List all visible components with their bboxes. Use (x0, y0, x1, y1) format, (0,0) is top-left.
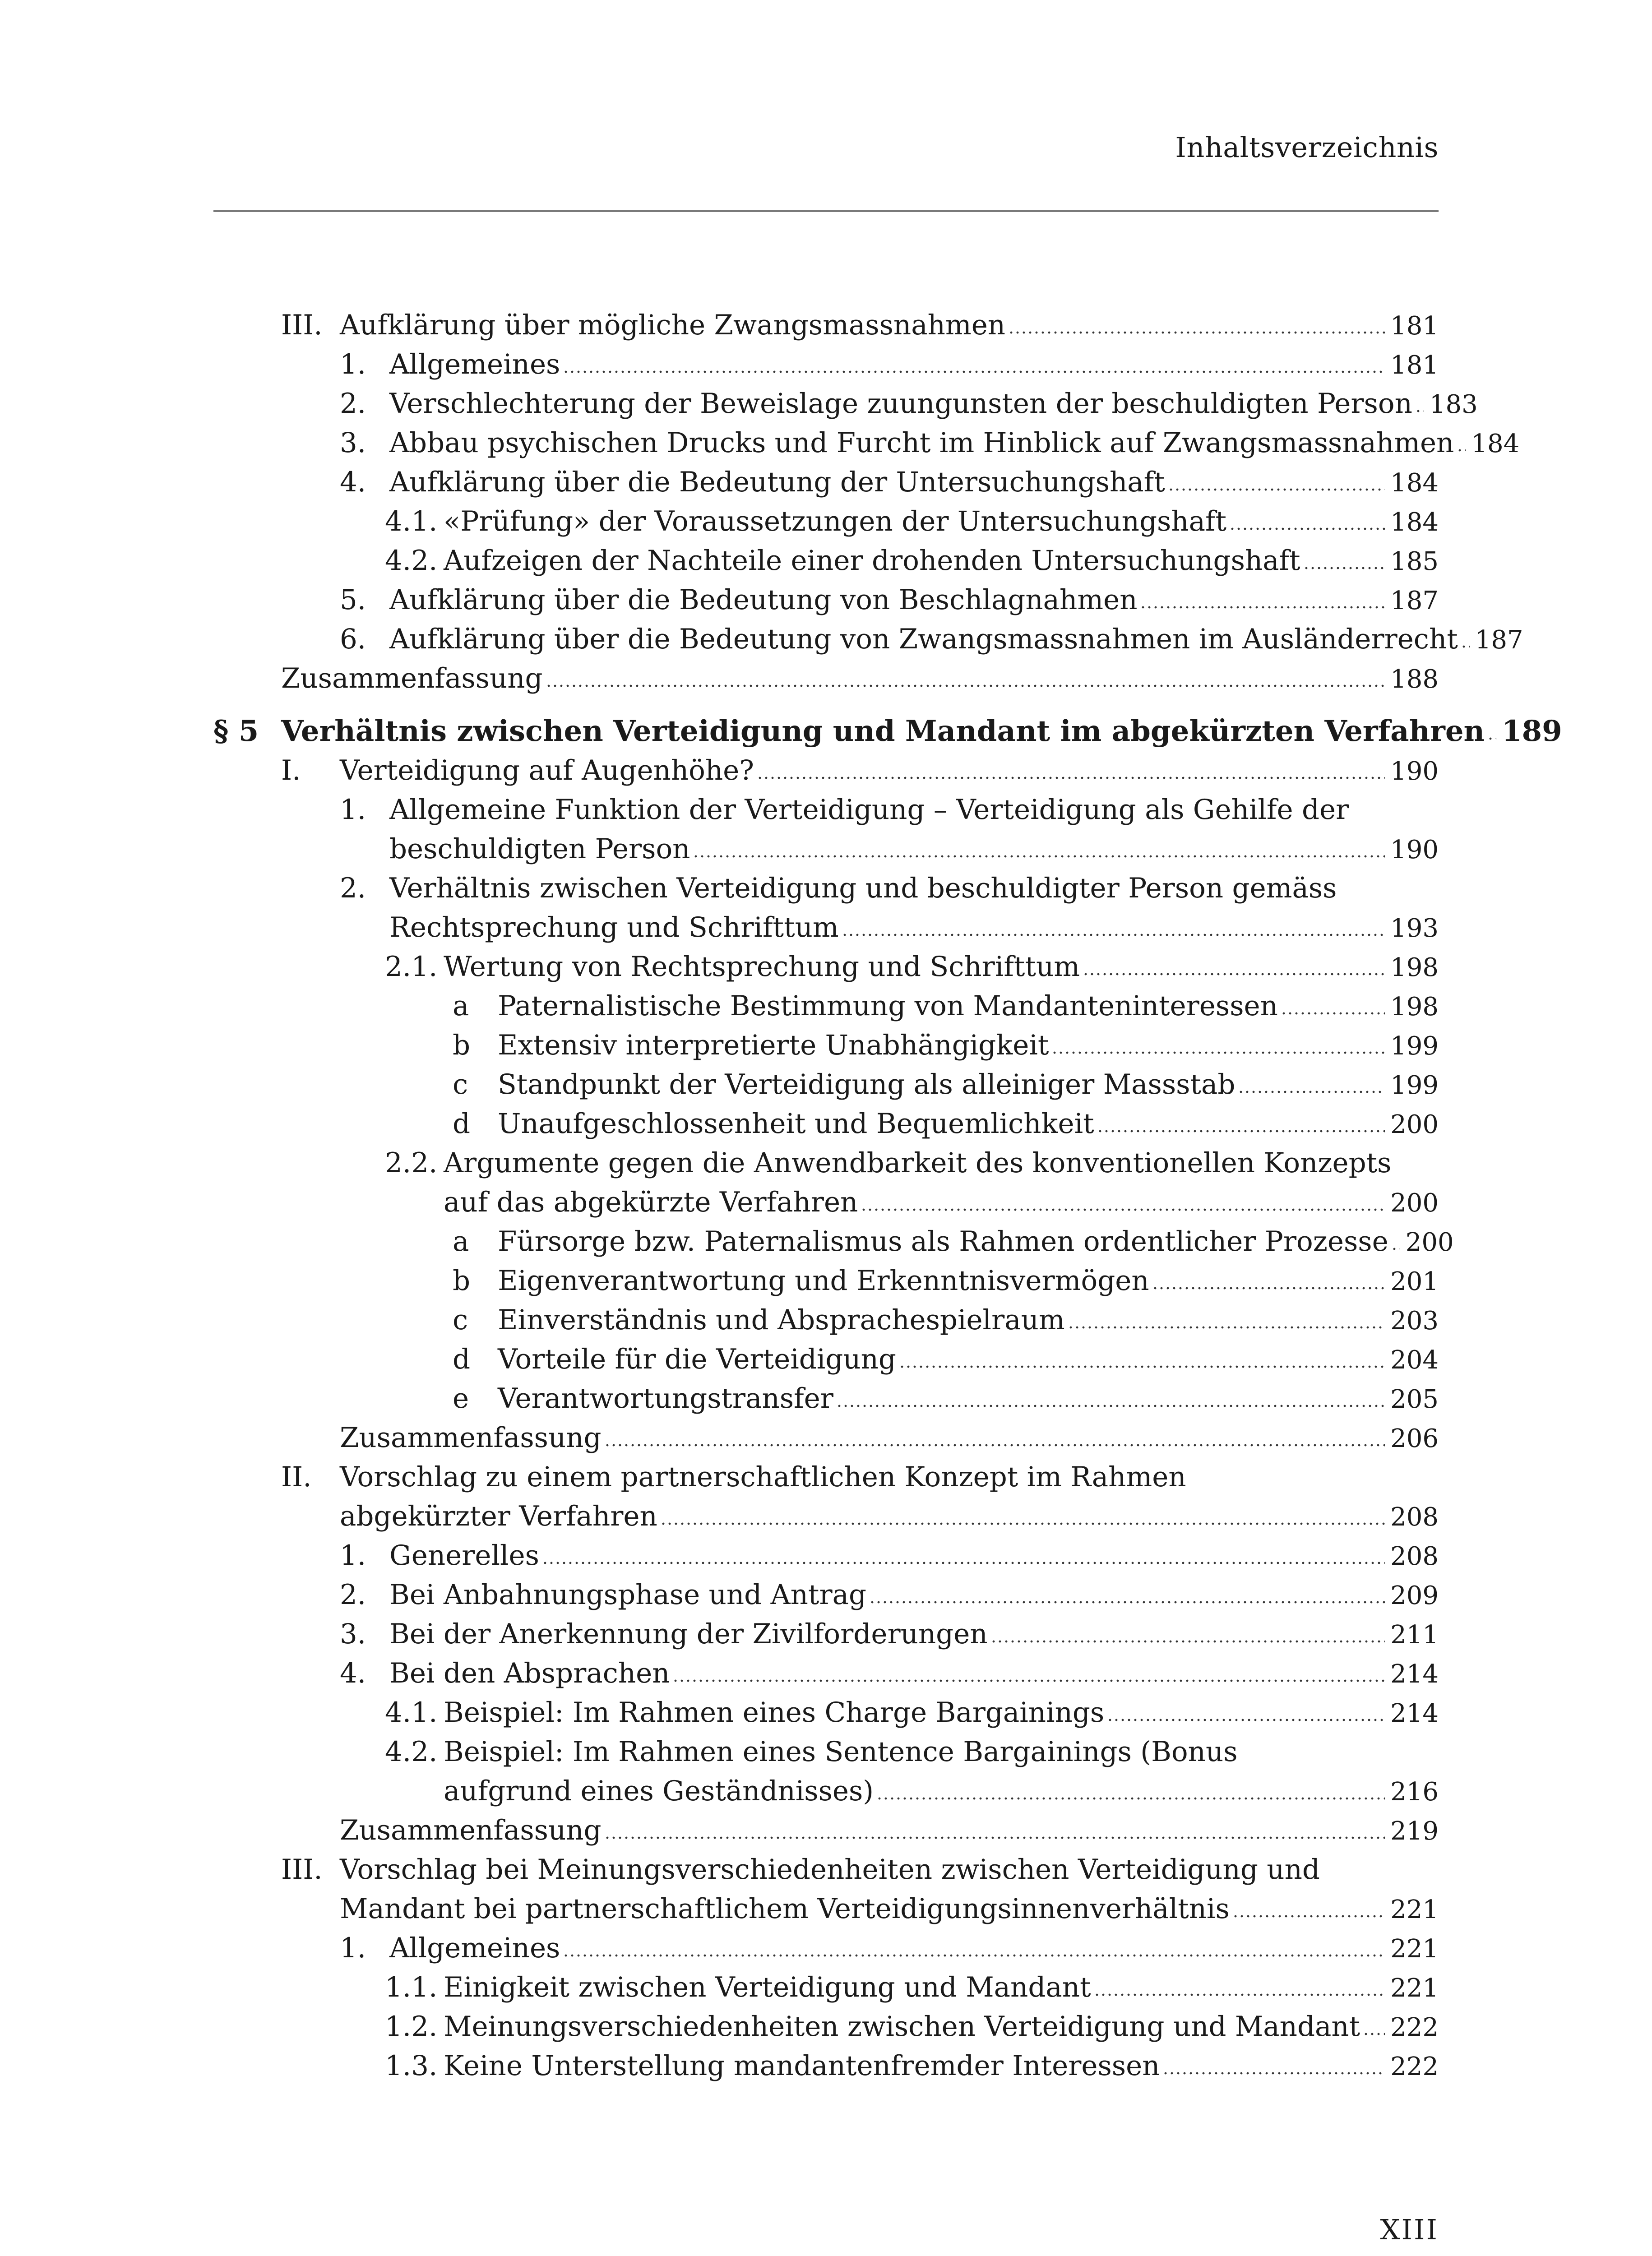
toc-entry-title: Verteidigung auf Augenhöhe? (340, 754, 754, 786)
toc-entry-page: 187 (1390, 586, 1439, 615)
toc-entry-number: c (453, 1304, 468, 1336)
toc-entry-page: 201 (1390, 1267, 1439, 1296)
toc-entry (213, 619, 1523, 659)
toc-entry-number: 1. (340, 794, 366, 826)
dot-leader (1162, 2070, 1385, 2076)
toc-entry-number: 4.1. (385, 505, 438, 537)
table-of-contents (213, 305, 1562, 2085)
dot-leader (1238, 1089, 1385, 1095)
toc-entry-title: Bei den Absprachen (389, 1657, 670, 1689)
toc-entry (213, 580, 1439, 619)
toc-entry-number: 4. (340, 466, 366, 498)
toc-entry-title: Wertung von Rechtsprechung und Schrifttum (444, 951, 1080, 983)
toc-entry-number: a (453, 1225, 469, 1257)
toc-entry-title: Fürsorge bzw. Paternalismus als Rahmen ordentlicher Prozesse (498, 1225, 1388, 1257)
dot-leader (1457, 447, 1466, 453)
dot-leader (1232, 1913, 1385, 1919)
toc-entry-number: d (453, 1108, 471, 1140)
toc-entry (213, 1497, 1439, 1536)
toc-entry-title: Mandant bei partnerschaftlichem Verteidigungsinnenverhältnis (340, 1893, 1230, 1925)
toc-entry-page: 189 (1502, 714, 1562, 748)
dot-leader (876, 1795, 1385, 1802)
toc-entry-number: 2.1. (385, 951, 438, 983)
dot-leader (1097, 1128, 1385, 1134)
toc-entry (213, 1104, 1439, 1143)
toc-entry-title: Vorteile für die Verteidigung (498, 1343, 896, 1375)
toc-entry (213, 502, 1439, 541)
toc-entry-page: 184 (1471, 429, 1520, 458)
toc-entry (213, 1575, 1439, 1614)
dot-leader (1415, 408, 1424, 414)
toc-entry-number: II. (281, 1461, 312, 1493)
dot-leader (1363, 2031, 1385, 2037)
toc-entry (213, 345, 1439, 384)
toc-entry-page: 181 (1390, 351, 1439, 380)
toc-entry-page: 219 (1390, 1817, 1439, 1846)
toc-entry-title: Unaufgeschlossenheit und Bequemlichkeit (498, 1108, 1094, 1140)
toc-entry (213, 1811, 1439, 1850)
toc-entry-page: 200 (1390, 1188, 1439, 1218)
dot-leader (899, 1364, 1385, 1370)
toc-entry-page: 216 (1390, 1777, 1439, 1807)
toc-entry-title: Argumente gegen die Anwendbarkeit des konventionellen Konzepts (444, 1147, 1392, 1179)
toc-entry-page: 208 (1390, 1502, 1439, 1532)
toc-entry (213, 947, 1439, 986)
toc-entry-title: Aufklärung über mögliche Zwangsmassnahmen (340, 309, 1006, 341)
toc-entry-page: 183 (1429, 390, 1478, 419)
toc-entry (213, 305, 1439, 345)
toc-entry (213, 1418, 1439, 1457)
toc-entry (213, 2007, 1439, 2046)
toc-entry-title: Aufklärung über die Bedeutung von Zwangsmassnahmen im Ausländerrecht (389, 623, 1458, 655)
toc-entry-number: § 5 (213, 714, 259, 748)
dot-leader (546, 683, 1385, 689)
toc-entry-page: 203 (1390, 1306, 1439, 1336)
toc-entry-title: Aufklärung über die Bedeutung von Beschlagnahmen (389, 584, 1138, 616)
toc-entry (213, 1850, 1439, 1889)
toc-entry-title: Allgemeines (389, 348, 560, 380)
toc-entry (213, 869, 1439, 908)
dot-leader (869, 1599, 1385, 1605)
toc-entry-title: Meinungsverschiedenheiten zwischen Verteidigung und Mandant (444, 2011, 1360, 2043)
toc-entry-number: 2. (340, 388, 366, 420)
toc-entry-page: 190 (1390, 757, 1439, 786)
dot-leader (672, 1678, 1385, 1684)
toc-entry-title: Verhältnis zwischen Verteidigung und beschuldigter Person gemäss (389, 872, 1337, 904)
toc-entry-title: Vorschlag zu einem partnerschaftlichen Konzept im Rahmen (340, 1461, 1186, 1493)
dot-leader (1303, 565, 1385, 571)
toc-entry-number: 4.1. (385, 1697, 438, 1729)
toc-entry-page: 214 (1390, 1699, 1439, 1728)
toc-entry (213, 1457, 1439, 1497)
toc-entry-number: 1.3. (385, 2050, 438, 2082)
toc-entry-number: 2. (340, 872, 366, 904)
toc-entry-number: e (453, 1382, 469, 1415)
toc-entry-number: 4. (340, 1657, 366, 1689)
toc-entry-title: Beispiel: Im Rahmen eines Charge Bargainings (444, 1697, 1105, 1729)
toc-entry-number: 1. (340, 1539, 366, 1572)
toc-entry-title: aufgrund eines Geständnisses) (444, 1775, 874, 1807)
toc-entry-page: 187 (1475, 625, 1523, 655)
toc-entry (213, 659, 1439, 698)
toc-entry-title: Allgemeines (389, 1932, 560, 1964)
dot-leader (1281, 1010, 1385, 1017)
toc-entry (213, 1771, 1439, 1811)
dot-leader (1229, 526, 1385, 532)
toc-entry-number: 2. (340, 1579, 366, 1611)
dot-leader (1152, 1285, 1385, 1291)
toc-entry-number: 5. (340, 584, 366, 616)
dot-leader (836, 1403, 1385, 1409)
toc-entry-title: Verantwortungstransfer (498, 1382, 833, 1415)
toc-entry-number: 1. (340, 348, 366, 380)
dot-leader (861, 1207, 1385, 1213)
toc-entry (213, 462, 1439, 502)
toc-entry (213, 1222, 1454, 1261)
dot-leader (1168, 486, 1385, 493)
toc-entry-title: Paternalistische Bestimmung von Mandanteninteressen (498, 990, 1278, 1022)
toc-entry (213, 829, 1439, 869)
toc-entry-page: 221 (1390, 1974, 1439, 2003)
toc-entry (213, 1379, 1439, 1418)
toc-entry (213, 1614, 1439, 1654)
toc-entry-title: Eigenverantwortung und Erkenntnisvermögen (498, 1265, 1149, 1297)
toc-entry-number: 3. (340, 1618, 366, 1650)
toc-entry-title: Einverständnis und Absprachespielraum (498, 1304, 1065, 1336)
toc-entry (213, 1693, 1439, 1732)
dot-leader (842, 932, 1385, 938)
toc-entry-page: 188 (1390, 665, 1439, 694)
toc-entry (213, 1732, 1439, 1771)
toc-entry-title: Bei der Anerkennung der Zivilforderungen (389, 1618, 988, 1650)
running-head: Inhaltsverzeichnis (1175, 131, 1439, 164)
toc-entry-title: Aufzeigen der Nachteile einer drohenden Untersuchungshaft (444, 545, 1300, 577)
toc-entry-page: 181 (1390, 311, 1439, 341)
toc-entry (213, 751, 1439, 790)
toc-entry-title: Bei Anbahnungsphase und Antrag (389, 1579, 867, 1611)
toc-entry (213, 1536, 1439, 1575)
toc-entry-title: auf das abgekürzte Verfahren (444, 1186, 858, 1218)
toc-entry-page: 204 (1390, 1345, 1439, 1375)
toc-entry-number: III. (281, 1854, 323, 1886)
toc-entry-page: 221 (1390, 1934, 1439, 1964)
toc-entry-page: 211 (1390, 1620, 1439, 1650)
toc-entry-page: 200 (1390, 1110, 1439, 1139)
toc-entry (213, 1654, 1439, 1693)
dot-leader (563, 369, 1385, 375)
toc-entry-number: 6. (340, 623, 366, 655)
dot-leader (1051, 1049, 1385, 1056)
toc-entry-title: Generelles (389, 1539, 539, 1572)
toc-entry-number: 4.2. (385, 545, 438, 577)
toc-entry (213, 1143, 1439, 1183)
toc-entry-number: III. (281, 309, 323, 341)
toc-entry-title: Beispiel: Im Rahmen eines Sentence Bargainings (Bonus (444, 1736, 1238, 1768)
toc-entry-page: 222 (1390, 2052, 1439, 2081)
toc-entry (213, 790, 1439, 829)
toc-entry-title: Standpunkt der Verteidigung als alleiniger Massstab (498, 1068, 1236, 1100)
dot-leader (542, 1560, 1385, 1566)
toc-entry-page: 222 (1390, 2013, 1439, 2042)
toc-entry-page: 199 (1390, 1071, 1439, 1100)
toc-entry-page: 205 (1390, 1385, 1439, 1414)
toc-entry-page: 208 (1390, 1542, 1439, 1571)
toc-entry-title: Allgemeine Funktion der Verteidigung – Verteidigung als Gehilfe der (389, 794, 1349, 826)
toc-entry-page: 185 (1390, 547, 1439, 576)
toc-entry-title: Rechtsprechung und Schrifttum (389, 911, 839, 943)
dot-leader (604, 1835, 1385, 1841)
toc-entry (213, 1300, 1439, 1340)
dot-leader (1487, 735, 1496, 742)
toc-entry-title: «Prüfung» der Voraussetzungen der Untersuchungshaft (444, 505, 1227, 537)
toc-entry-title: Vorschlag bei Meinungsverschiedenheiten zwischen Verteidigung und (340, 1854, 1320, 1886)
toc-entry-number: b (453, 1029, 471, 1061)
toc-entry-page: 198 (1390, 953, 1439, 982)
header-rule (213, 210, 1439, 212)
toc-entry-number: 1. (340, 1932, 366, 1964)
toc-entry-page: 193 (1390, 914, 1439, 943)
toc-entry (213, 1968, 1439, 2007)
toc-entry-page: 184 (1390, 468, 1439, 498)
toc-entry (213, 1928, 1439, 1968)
toc-entry (213, 986, 1439, 1026)
dot-leader (1008, 329, 1385, 336)
toc-entry-title: Abbau psychischen Drucks und Furcht im Hinblick auf Zwangsmassnahmen (389, 427, 1454, 459)
toc-entry-number: 4.2. (385, 1736, 438, 1768)
toc-entry (213, 1183, 1439, 1222)
toc-entry-title: Einigkeit zwischen Verteidigung und Mandant (444, 1971, 1091, 2003)
toc-entry-title: beschuldigten Person (389, 833, 690, 865)
toc-entry-page: 198 (1390, 992, 1439, 1022)
toc-entry-title: Verschlechterung der Beweislage zuungunsten der beschuldigten Person (389, 388, 1412, 420)
dot-leader (1107, 1717, 1385, 1723)
toc-entry-number: 2.2. (385, 1147, 438, 1179)
toc-entry (213, 1065, 1439, 1104)
toc-entry-number: c (453, 1068, 468, 1100)
toc-entry-title: Zusammenfassung (340, 1422, 602, 1454)
toc-entry-page: 199 (1390, 1031, 1439, 1061)
dot-leader (1094, 1992, 1385, 1998)
toc-entry (213, 1340, 1439, 1379)
toc-entry-number: I. (281, 754, 301, 786)
toc-entry-number: a (453, 990, 469, 1022)
toc-entry-page: 184 (1390, 508, 1439, 537)
toc-entry (213, 908, 1439, 947)
toc-entry-page: 214 (1390, 1660, 1439, 1689)
toc-entry-page: 190 (1390, 835, 1439, 864)
toc-entry (213, 1889, 1439, 1928)
dot-leader (1391, 1246, 1400, 1252)
toc-entry-number: 3. (340, 427, 366, 459)
toc-entry-number: 1.1. (385, 1971, 438, 2003)
dot-leader (1083, 971, 1385, 977)
dot-leader (1461, 643, 1470, 650)
dot-leader (1068, 1324, 1385, 1331)
toc-entry (213, 1026, 1439, 1065)
toc-entry-page: 209 (1390, 1581, 1439, 1610)
toc-entry-page: 206 (1390, 1424, 1439, 1453)
toc-entry (213, 712, 1562, 751)
dot-leader (563, 1952, 1385, 1959)
dot-leader (693, 853, 1385, 860)
toc-entry-number: d (453, 1343, 471, 1375)
toc-entry-page: 200 (1405, 1228, 1454, 1257)
toc-entry-title: Verhältnis zwischen Verteidigung und Mandant im abgekürzten Verfahren (281, 714, 1485, 748)
toc-entry (213, 423, 1520, 462)
toc-entry-title: abgekürzter Verfahren (340, 1500, 657, 1532)
toc-entry-number: b (453, 1265, 471, 1297)
toc-entry (213, 2046, 1439, 2085)
dot-leader (1140, 604, 1385, 610)
toc-entry (213, 384, 1478, 423)
dot-leader (757, 775, 1385, 781)
toc-entry-page: 221 (1390, 1895, 1439, 1924)
dot-leader (990, 1638, 1385, 1645)
toc-entry-title: Keine Unterstellung mandantenfremder Interessen (444, 2050, 1160, 2082)
toc-entry (213, 541, 1439, 580)
toc-entry-title: Extensiv interpretierte Unabhängigkeit (498, 1029, 1049, 1061)
toc-entry (213, 1261, 1439, 1300)
toc-entry-number: 1.2. (385, 2011, 438, 2043)
toc-entry-title: Zusammenfassung (281, 662, 543, 694)
dot-leader (604, 1442, 1385, 1448)
toc-entry-title: Aufklärung über die Bedeutung der Untersuchungshaft (389, 466, 1165, 498)
dot-leader (660, 1521, 1385, 1527)
toc-entry-title: Zusammenfassung (340, 1814, 602, 1846)
page-number: XIII (1380, 2213, 1439, 2246)
